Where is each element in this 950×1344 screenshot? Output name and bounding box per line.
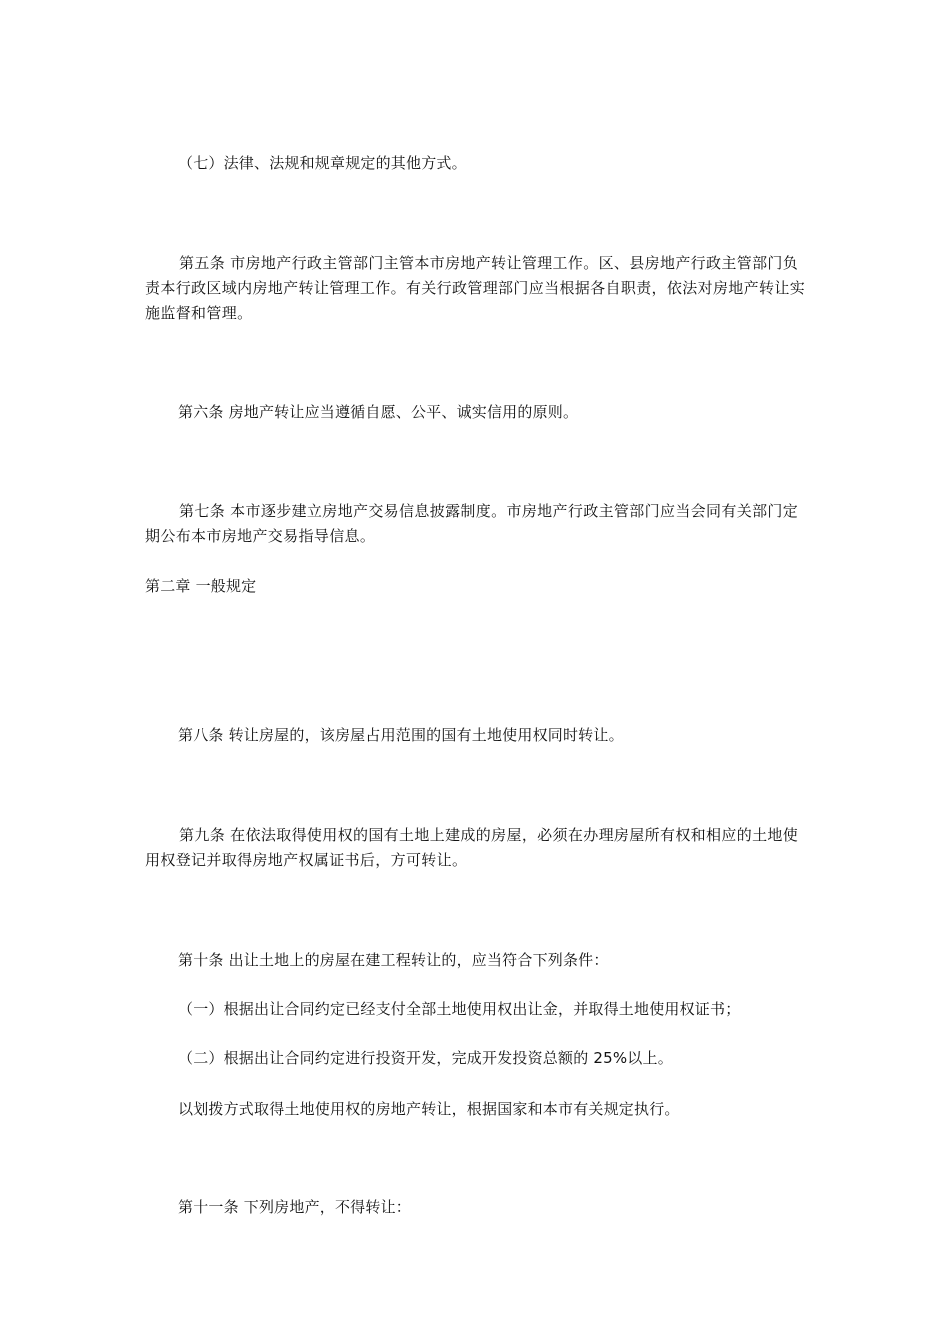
article-10-condition-1: （一）根据出让合同约定已经支付全部土地使用权出让金，并取得土地使用权证书；: [178, 1000, 741, 1018]
clause-7-item: （七）法律、法规和规章规定的其他方式。: [178, 154, 467, 172]
article-6: 第六条 房地产转让应当遵循自愿、公平、诚实信用的原则。: [178, 403, 579, 421]
allocated-land-note: 以划拨方式取得土地使用权的房地产转让，根据国家和本市有关规定执行。: [178, 1100, 680, 1118]
article-11: 第十一条 下列房地产，不得转让：: [178, 1198, 411, 1216]
article-8: 第八条 转让房屋的，该房屋占用范围的国有土地使用权同时转让。: [178, 726, 624, 744]
article-9: 第九条 在依法取得使用权的国有土地上建成的房屋，必须在办理房屋所有权和相应的土地使用权登记并取得房地产权属证书后，方可转让。: [145, 826, 799, 869]
article-7: 第七条 本市逐步建立房地产交易信息披露制度。市房地产行政主管部门应当会同有关部门定期公布本市房地产交易指导信息。: [145, 502, 799, 545]
article-5: 第五条 市房地产行政主管部门主管本市房地产转让管理工作。区、县房地产行政主管部门负责本行政区域内房地产转让管理工作。有关行政管理部门应当根据各自职责，依法对房地产转让实施监督和管理。: [145, 254, 806, 322]
chapter-heading: 第二章 一般规定: [145, 577, 257, 595]
article-10: 第十条 出让土地上的房屋在建工程转让的，应当符合下列条件：: [178, 951, 609, 969]
article-10-condition-2: （二）根据出让合同约定进行投资开发，完成开发投资总额的 25%以上。: [178, 1049, 673, 1067]
